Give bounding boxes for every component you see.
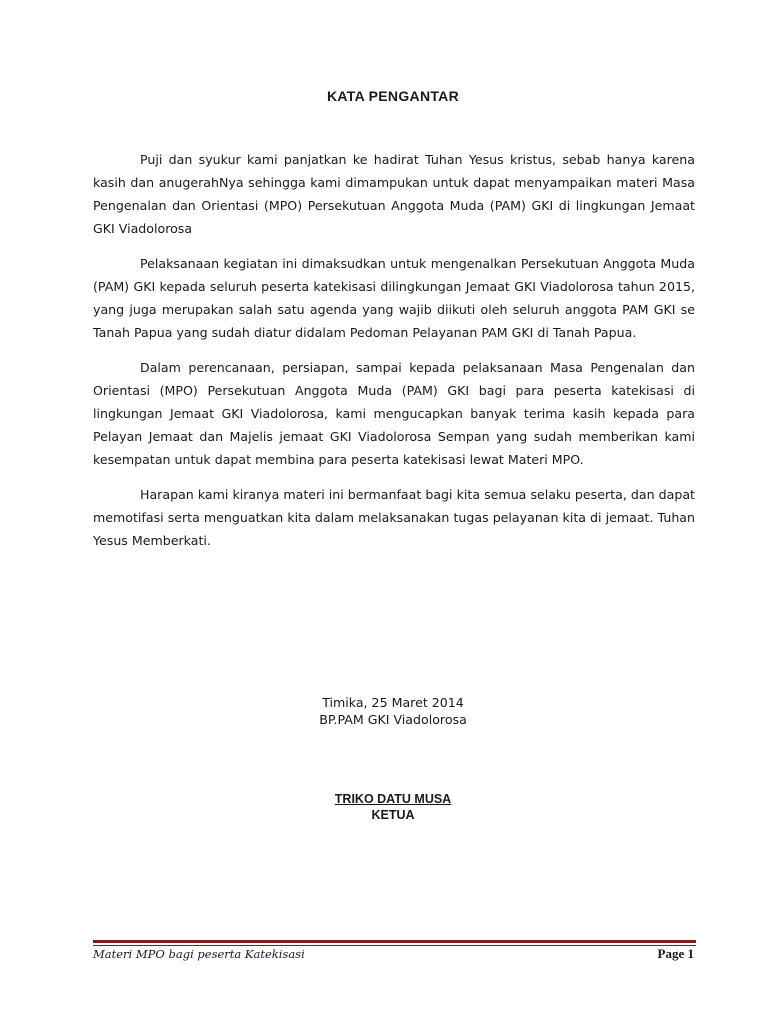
paragraph-4: Harapan kami kiranya materi ini bermanfaat bagi kita semua selaku peserta, dan dapat memotifasi serta menguatkan kita dalam melaksanakan tugas pelayanan kita di jemaat. Tuhan Yesus Memberkati. <box>93 487 695 548</box>
signer-role: KETUA <box>371 808 415 822</box>
signer-name: TRIKO DATU MUSA <box>334 792 452 806</box>
signoff-block <box>0 694 768 728</box>
paragraph-3: Dalam perencanaan, persiapan, sampai kepada pelaksanaan Masa Pengenalan dan Orientasi (MPO) Persekutuan Anggota Muda (PAM) GKI bagi para peserta katekisasi di lingkungan Jemaat GKI Viadolorosa, kami mengucapkan banyak terima kasih kepada para Pelayan Jemaat dan Majelis jemaat GKI Viadolorosa Sempan yang sudah memberikan kami kesempatan untuk dapat membina para peserta katekisasi lewat Materi MPO. <box>93 360 695 467</box>
document-body <box>93 148 695 564</box>
place-date: Timika, 25 Maret 2014 <box>322 695 464 710</box>
paragraph-2: Pelaksanaan kegiatan ini dimaksudkan untuk mengenalkan Persekutuan Anggota Muda (PAM) GKI kepada seluruh peserta katekisasi dilingkungan Jemaat GKI Viadolorosa tahun 2015, yang juga merupakan salah satu agenda yang wajib diikuti oleh seluruh anggota PAM GKI se Tanah Papua yang sudah diatur didalam Pedoman Pelayanan PAM GKI di Tanah Papua. <box>93 256 695 340</box>
page-number: Page 1 <box>657 946 694 961</box>
document-title: KATA PENGANTAR <box>326 88 459 104</box>
footer-rule-thick <box>93 940 696 943</box>
paragraph-1: Puji dan syukur kami panjatkan ke hadirat Tuhan Yesus kristus, sebab hanya karena kasih dan anugerahNya sehingga kami dimampukan untuk dapat menyampaikan materi Masa Pengenalan dan Orientasi (MPO) Persekutuan Anggota Muda (PAM) GKI di lingkungan Jemaat GKI Viadolorosa <box>93 152 695 236</box>
organization: BP.PAM GKI Viadolorosa <box>319 712 467 727</box>
footer-rule-thin <box>93 945 696 946</box>
footer-caption: Materi MPO bagi peserta Katekisasi <box>93 947 305 961</box>
signer-block <box>0 791 768 823</box>
